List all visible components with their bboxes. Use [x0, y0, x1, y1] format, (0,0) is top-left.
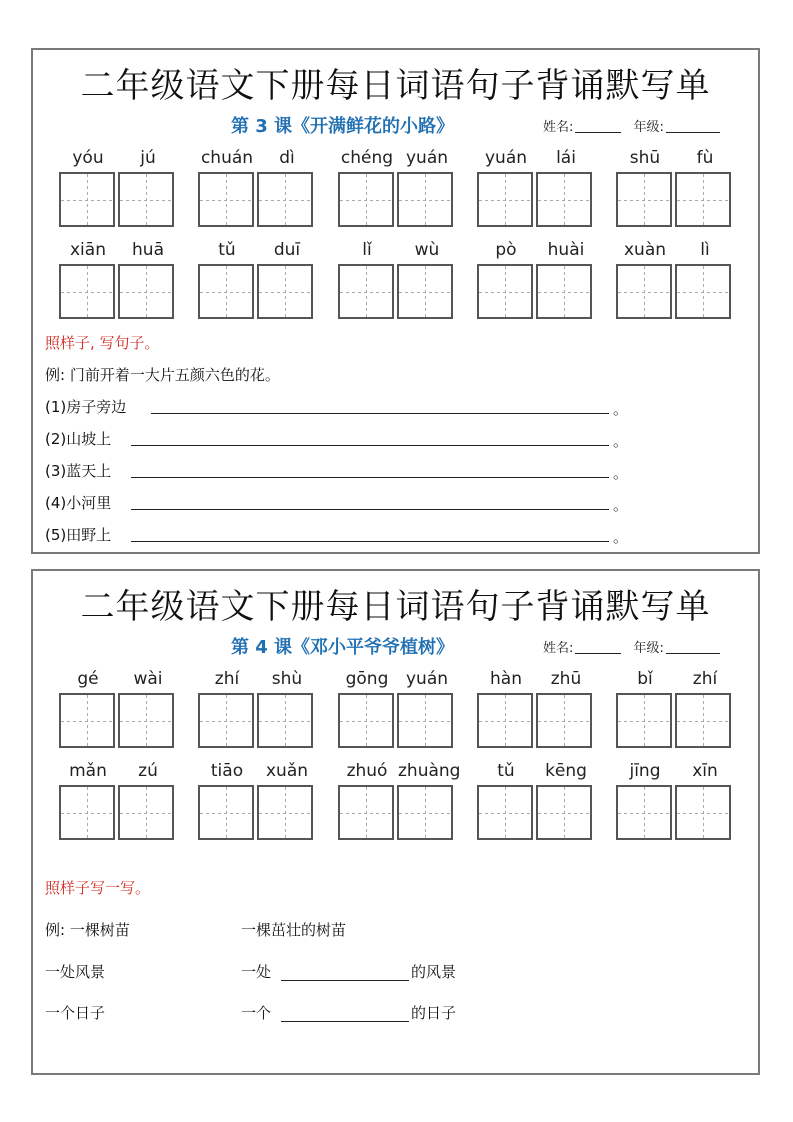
phrase-prefix: 一处	[241, 963, 272, 981]
answer-line[interactable]	[281, 1020, 409, 1022]
word-cell	[59, 669, 177, 749]
writing-box[interactable]	[59, 785, 115, 840]
writing-box[interactable]	[257, 693, 313, 748]
pinyin-label: zhuàng	[398, 761, 461, 781]
writing-box[interactable]	[397, 693, 453, 748]
sentence-prompt: (2)山坡上	[45, 430, 112, 448]
pinyin-label: tiāo	[210, 761, 244, 781]
pinyin-label: zhí	[214, 669, 240, 689]
writing-box[interactable]	[477, 264, 533, 319]
writing-box[interactable]	[675, 172, 731, 227]
pinyin-label: jú	[140, 148, 156, 168]
name-label: 姓名:	[543, 120, 574, 135]
pinyin-label: dì	[279, 148, 295, 168]
word-cell	[616, 761, 734, 841]
grade-blank[interactable]	[666, 653, 720, 654]
student-info	[543, 116, 720, 135]
writing-box[interactable]	[675, 785, 731, 840]
period: 。	[613, 400, 629, 418]
example-sentence: 例: 门前开着一大片五颜六色的花。	[45, 366, 280, 384]
pinyin-label: xuàn	[623, 240, 667, 260]
worksheet-lesson-3	[31, 48, 760, 554]
pinyin-label: mǎn	[69, 761, 107, 781]
writing-box[interactable]	[616, 785, 672, 840]
word-cell	[338, 148, 456, 228]
name-blank[interactable]	[575, 132, 621, 133]
pinyin-label: gōng	[345, 669, 389, 689]
word-cell	[477, 761, 595, 841]
word-cell	[477, 148, 595, 228]
pinyin-label: shū	[629, 148, 661, 168]
word-cell	[338, 669, 456, 749]
writing-box[interactable]	[477, 693, 533, 748]
writing-box[interactable]	[397, 264, 453, 319]
word-cell	[198, 240, 316, 320]
writing-box[interactable]	[536, 693, 592, 748]
writing-box[interactable]	[338, 693, 394, 748]
pinyin-label: xuǎn	[265, 761, 309, 781]
writing-box[interactable]	[118, 693, 174, 748]
pinyin-label: wù	[414, 240, 440, 260]
pinyin-label: xiān	[70, 240, 106, 260]
writing-box[interactable]	[675, 693, 731, 748]
pinyin-label: chéng	[340, 148, 394, 168]
writing-box[interactable]	[118, 785, 174, 840]
student-info	[543, 637, 720, 656]
worksheet-title: 二年级语文下册每日词语句子背诵默写单	[80, 66, 711, 106]
pinyin-label: tǔ	[497, 761, 515, 781]
writing-box[interactable]	[257, 785, 313, 840]
exercise-title: 照样子写一写。	[45, 879, 151, 897]
name-label: 姓名:	[543, 641, 574, 656]
writing-box[interactable]	[397, 785, 453, 840]
pinyin-label: chuán	[200, 148, 254, 168]
pinyin-label: zhí	[692, 669, 718, 689]
pinyin-label: fù	[696, 148, 714, 168]
writing-box[interactable]	[118, 172, 174, 227]
example-left: 例: 一棵树苗	[45, 921, 130, 939]
pinyin-label: pò	[495, 240, 517, 260]
worksheet-lesson-4	[31, 569, 760, 1075]
pinyin-label: tǔ	[218, 240, 236, 260]
writing-box[interactable]	[198, 172, 254, 227]
pinyin-label: shù	[271, 669, 303, 689]
word-cell	[198, 148, 316, 228]
writing-box[interactable]	[198, 785, 254, 840]
period: 。	[613, 496, 629, 514]
answer-line[interactable]	[131, 508, 609, 510]
sentence-prompt: (3)蓝天上	[45, 462, 112, 480]
writing-box[interactable]	[338, 264, 394, 319]
lesson-title: 第 3 课《开满鲜花的小路》	[231, 116, 455, 137]
word-cell	[59, 148, 177, 228]
writing-box[interactable]	[397, 172, 453, 227]
phrase-left: 一处风景	[45, 963, 106, 981]
pinyin-label: bǐ	[637, 669, 653, 689]
writing-box[interactable]	[118, 264, 174, 319]
answer-line[interactable]	[131, 540, 609, 542]
exercise-title: 照样子, 写句子。	[45, 334, 160, 352]
writing-box[interactable]	[536, 172, 592, 227]
grade-blank[interactable]	[666, 132, 720, 133]
writing-box[interactable]	[198, 693, 254, 748]
writing-box[interactable]	[675, 264, 731, 319]
word-cell	[477, 240, 595, 320]
pinyin-label: yóu	[72, 148, 104, 168]
writing-box[interactable]	[198, 264, 254, 319]
pinyin-label: xīn	[692, 761, 718, 781]
writing-box[interactable]	[257, 172, 313, 227]
word-cell	[616, 148, 734, 228]
word-cell	[338, 761, 461, 841]
pinyin-label: yuán	[484, 148, 528, 168]
word-cell	[338, 240, 456, 320]
word-cell	[198, 761, 316, 841]
writing-box[interactable]	[338, 785, 394, 840]
lesson-title: 第 4 课《邓小平爷爷植树》	[231, 637, 455, 658]
word-cell	[477, 669, 595, 749]
grade-label: 年级:	[633, 120, 664, 135]
pinyin-label: gé	[77, 669, 99, 689]
period: 。	[613, 432, 629, 450]
pinyin-label: huài	[547, 240, 585, 260]
pinyin-label: zhū	[550, 669, 582, 689]
grade-label: 年级:	[633, 641, 664, 656]
answer-line[interactable]	[151, 412, 609, 414]
pinyin-label: zú	[138, 761, 158, 781]
example-right: 一棵茁壮的树苗	[241, 921, 347, 939]
pinyin-label: lái	[556, 148, 576, 168]
writing-box[interactable]	[616, 693, 672, 748]
pinyin-label: huā	[132, 240, 164, 260]
writing-box[interactable]	[257, 264, 313, 319]
answer-line[interactable]	[281, 979, 409, 981]
writing-box[interactable]	[477, 785, 533, 840]
word-cell	[59, 240, 177, 320]
name-blank[interactable]	[575, 653, 621, 654]
word-cell	[59, 761, 177, 841]
pinyin-label: lì	[700, 240, 710, 260]
sentence-prompt: (1)房子旁边	[45, 398, 127, 416]
worksheet-title: 二年级语文下册每日词语句子背诵默写单	[80, 587, 711, 627]
sentence-prompt: (5)田野上	[45, 526, 112, 544]
pinyin-label: zhuó	[346, 761, 388, 781]
phrase-left: 一个日子	[45, 1004, 106, 1022]
pinyin-label: hàn	[490, 669, 522, 689]
period: 。	[613, 528, 629, 546]
pinyin-label: yuán	[405, 669, 449, 689]
writing-box[interactable]	[616, 172, 672, 227]
word-cell	[616, 240, 734, 320]
writing-box[interactable]	[59, 264, 115, 319]
word-cell	[616, 669, 734, 749]
pinyin-label: wài	[133, 669, 163, 689]
writing-box[interactable]	[59, 172, 115, 227]
pinyin-label: jīng	[629, 761, 661, 781]
answer-line[interactable]	[131, 444, 609, 446]
writing-box[interactable]	[477, 172, 533, 227]
writing-box[interactable]	[536, 264, 592, 319]
sentence-prompt: (4)小河里	[45, 494, 112, 512]
phrase-prefix: 一个	[241, 1004, 272, 1022]
pinyin-label: yuán	[405, 148, 449, 168]
pinyin-label: duī	[273, 240, 301, 260]
writing-box[interactable]	[616, 264, 672, 319]
phrase-suffix: 的日子	[411, 1004, 457, 1022]
pinyin-label: lǐ	[362, 240, 372, 260]
writing-box[interactable]	[536, 785, 592, 840]
pinyin-label: kēng	[545, 761, 587, 781]
writing-box[interactable]	[338, 172, 394, 227]
period: 。	[613, 464, 629, 482]
writing-box[interactable]	[59, 693, 115, 748]
word-cell	[198, 669, 316, 749]
phrase-suffix: 的风景	[411, 963, 457, 981]
answer-line[interactable]	[131, 476, 609, 478]
